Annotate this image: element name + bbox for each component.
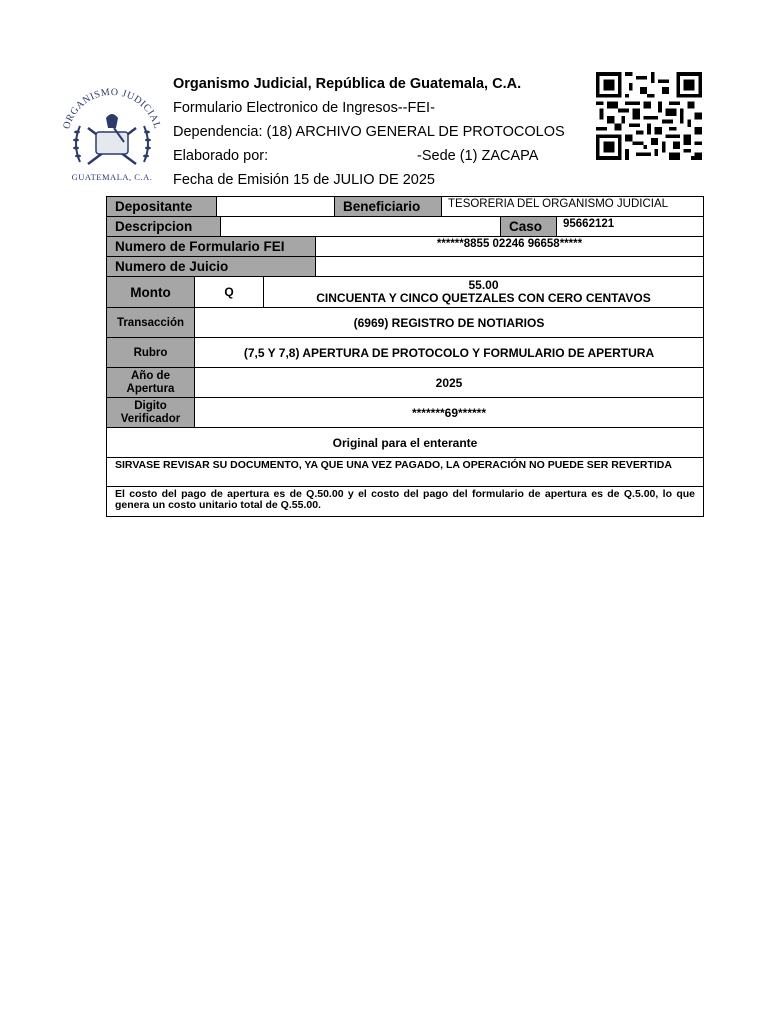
descripcion-value — [221, 217, 501, 236]
fei-label: Numero de Formulario FEI — [107, 237, 316, 256]
juicio-label: Numero de Juicio — [107, 257, 316, 276]
prepared-by: Elaborado por: — [173, 148, 269, 164]
row-depositante — [107, 197, 703, 217]
row-transaccion — [107, 308, 703, 338]
row-cost-note — [107, 487, 703, 516]
fei-value: ******8855 02246 96658***** — [436, 238, 583, 250]
payment-form — [106, 196, 704, 517]
amount-words: CINCUENTA Y CINCO QUETZALES CON CERO CENTAVOS — [316, 291, 651, 305]
digito-label: Digito Verificador — [107, 398, 195, 427]
rubro-value: (7,5 Y 7,8) APERTURA DE PROTOCOLO Y FORMULARIO DE APERTURA — [243, 345, 655, 360]
anio-value: 2025 — [435, 375, 463, 390]
anio-label: Año de Apertura — [107, 368, 195, 397]
depositante-label: Depositante — [107, 197, 217, 216]
form-title: Formulario Electronico de Ingresos--FEI- — [173, 100, 435, 116]
beneficiario-label: Beneficiario — [335, 197, 442, 216]
row-descripcion — [107, 217, 703, 237]
svg-text:GUATEMALA, C.A.: GUATEMALA, C.A. — [71, 172, 153, 182]
amount: 55.00 — [468, 278, 499, 292]
row-digito — [107, 398, 703, 428]
depositante-value — [217, 197, 335, 216]
row-warning — [107, 458, 703, 487]
caso-label: Caso — [501, 217, 557, 236]
monto-label: Monto — [107, 277, 195, 307]
transaccion-label: Transacción — [107, 308, 195, 337]
row-original — [107, 428, 703, 458]
digito-value: *******69****** — [411, 405, 487, 420]
dependency: Dependencia: (18) ARCHIVO GENERAL DE PROTOCOLOS — [173, 124, 565, 140]
juicio-value — [316, 257, 703, 276]
org-title: Organismo Judicial, República de Guatemala, C.A. — [173, 76, 522, 92]
row-juicio — [107, 257, 703, 277]
qr-code — [596, 72, 702, 160]
organismo-judicial-seal — [58, 84, 166, 184]
sede: -Sede (1) ZACAPA — [417, 148, 539, 164]
row-anio — [107, 368, 703, 398]
caso-value: 95662121 — [563, 218, 615, 230]
svg-text:ORGANISMO JUDICIAL: ORGANISMO JUDICIAL — [61, 86, 163, 131]
descripcion-label: Descripcion — [107, 217, 221, 236]
original-label: Original para el enterante — [332, 435, 478, 450]
beneficiario-value: TESORERIA DEL ORGANISMO JUDICIAL — [448, 198, 669, 210]
amount-cell — [264, 277, 703, 307]
row-monto — [107, 277, 703, 308]
currency: Q — [195, 277, 264, 307]
issue-date: Fecha de Emisión 15 de JULIO DE 2025 — [173, 172, 435, 188]
cost-note: El costo del pago de apertura es de Q.50.00 y el costo del pago del formulario de apertura es de Q.5.00, lo que genera un costo unitario total de Q.55.00. — [115, 488, 695, 511]
transaccion-value: (6969) REGISTRO DE NOTIARIOS — [353, 315, 545, 330]
row-rubro — [107, 338, 703, 368]
rubro-label: Rubro — [107, 338, 195, 367]
row-fei — [107, 237, 703, 257]
warning-text: SIRVASE REVISAR SU DOCUMENTO, YA QUE UNA VEZ PAGADO, LA OPERACIÓN NO PUEDE SER REVERTIDA — [115, 459, 672, 471]
